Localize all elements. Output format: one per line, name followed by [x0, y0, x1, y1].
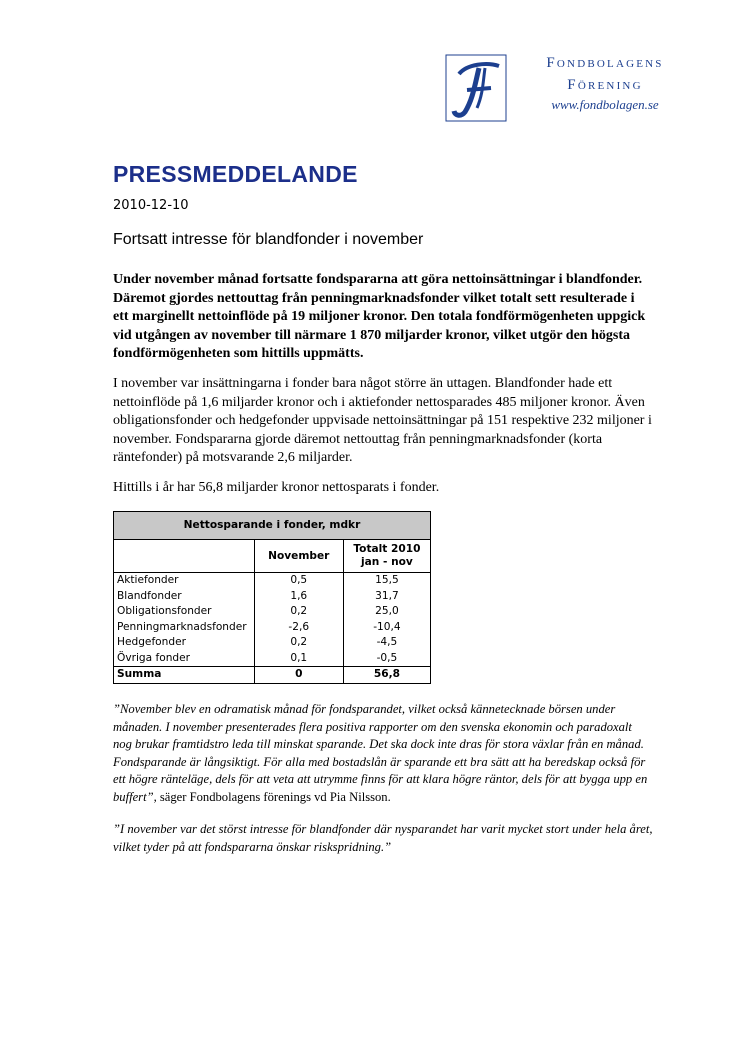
table-row — [114, 635, 431, 651]
lead-paragraph: Under november månad fortsatte fondspararna att göra nettoinsättningar i blandfonder. Däremot gjordes nettouttag från penningmarknadsfonder vilket totalt sett resulterade i ett marginellt nettoinflöde på 19 miljoner kronor. Den totala fondförmögenheten uppgick vid utgången av november till närmare 1 870 miljarder kronor, vilket utgör den högsta fondförmögenheten som hittills uppmätts. — [113, 272, 646, 362]
quote-1-attribution: säger Fondbolagens förenings vd Pia Nilsson. — [156, 789, 391, 804]
sum-label: Summa — [114, 667, 255, 684]
row-total: -4,5 — [343, 635, 430, 651]
press-date: 2010-12-10 — [113, 198, 189, 213]
table-row — [114, 573, 431, 589]
quote-paragraph-1 — [113, 701, 653, 807]
logo-line-1: Fondbolagens — [546, 55, 664, 71]
row-label: Övriga fonder — [114, 651, 255, 667]
sum-total: 56,8 — [343, 667, 430, 684]
table-row — [114, 620, 431, 636]
press-subtitle: Fortsatt intresse för blandfonder i november — [113, 231, 424, 248]
row-total: -10,4 — [343, 620, 430, 636]
body-paragraph-2: Hittills i år har 56,8 miljarder kronor nettosparats i fonder. — [113, 480, 440, 495]
table-row — [114, 651, 431, 667]
table-row — [114, 589, 431, 605]
table-sum-row — [114, 667, 431, 684]
body-paragraph-1: I november var insättningarna i fonder bara något större än uttagen. Blandfonder hade ett nettoinflöde på 1,6 miljarder kronor och i aktiefonder nettosparades 485 miljoner kronor. Även obligationsfonder och hedgefonder uppvisade nettoinsättningar på 151 respektive 232 miljoner i november. Fondspararna gjorde däremot nettouttag från penningmarknadsfonder (korta räntefonder) på motsvarande 2,6 miljarder. — [113, 376, 652, 466]
row-november: -2,6 — [254, 620, 343, 636]
logo-text — [515, 52, 695, 114]
page-title: PRESSMEDDELANDE — [113, 161, 358, 187]
table-header-empty — [114, 540, 255, 573]
row-november: 0,2 — [254, 604, 343, 620]
table-header-november: November — [254, 540, 343, 573]
row-label: Aktiefonder — [114, 573, 255, 589]
table-row — [114, 604, 431, 620]
table-header-total-line2: jan - nov — [361, 556, 413, 568]
logo — [445, 52, 690, 132]
row-total: -0,5 — [343, 651, 430, 667]
row-total: 15,5 — [343, 573, 430, 589]
table-title: Nettosparande i fonder, mdkr — [114, 512, 431, 540]
row-label: Obligationsfonder — [114, 604, 255, 620]
row-november: 0,5 — [254, 573, 343, 589]
row-label: Blandfonder — [114, 589, 255, 605]
logo-url[interactable]: www.fondbolagen.se — [551, 97, 659, 112]
logo-line-2: Förening — [567, 77, 643, 93]
row-label: Penningmarknadsfonder — [114, 620, 255, 636]
quote-1-text: ”November blev en odramatisk månad för fondsparandet, vilket också kännetecknade börsen under månaden. I november presenterades flera positiva rapporter om den svenska ekonomin och paradoxalt nog brukar framtidstro leda till minskat sparande. Det ska dock inte dras för stora växlar från en månad. Fondsparande är långsiktigt. För alla med bostadslån är sparande ett bra sätt att ha beredskap också för ett högre ränteläge, dels för att veta att utrymme finns för att klara högre räntor, dels för att bygga upp en buffert”, — [113, 702, 648, 804]
table-header-row — [114, 540, 431, 573]
savings-table — [113, 511, 431, 684]
row-total: 25,0 — [343, 604, 430, 620]
table-header-total-line1: Totalt 2010 — [353, 543, 421, 555]
quote-paragraph-2: ”I november var det störst intresse för blandfonder där nysparandet har varit mycket stort under hela året, vilket tyder på att fondspararna önskar riskspridning.” — [113, 822, 653, 854]
row-label: Hedgefonder — [114, 635, 255, 651]
table-header-total — [343, 540, 430, 573]
row-total: 31,7 — [343, 589, 430, 605]
sum-november: 0 — [254, 667, 343, 684]
row-november: 0,1 — [254, 651, 343, 667]
row-november: 1,6 — [254, 589, 343, 605]
fondbolagen-logo-icon — [445, 54, 507, 122]
row-november: 0,2 — [254, 635, 343, 651]
